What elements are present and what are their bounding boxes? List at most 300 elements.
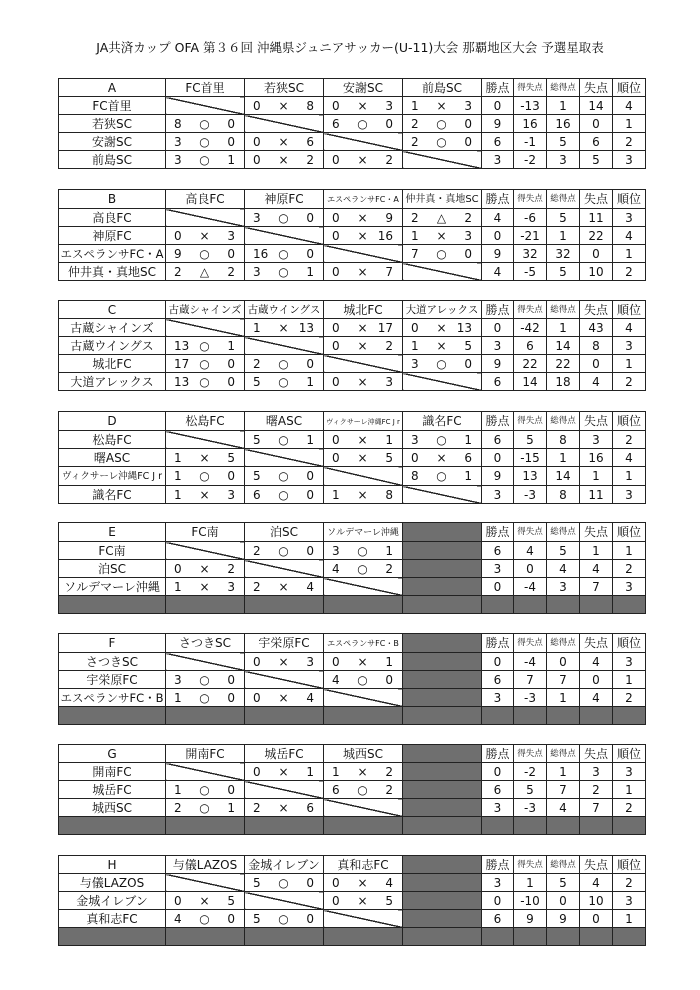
match-result <box>324 560 403 578</box>
stat-header-label: 総得点 <box>550 859 576 870</box>
team-name: 古蔵シャインズ <box>70 320 154 335</box>
match-score <box>324 98 402 114</box>
team-name-cell <box>59 319 166 337</box>
stat-points-cell <box>482 209 514 227</box>
score-against: 0 <box>227 672 235 687</box>
unused-row <box>59 817 646 835</box>
stat-goals-against-cell <box>580 337 613 355</box>
stat-goal-diff: -1 <box>524 134 536 149</box>
stat-goals-against-cell <box>580 449 613 467</box>
group-label-cell <box>59 301 166 319</box>
team-name: ヴィクサーレ沖縄FC J r <box>61 471 163 482</box>
score-against: 1 <box>464 469 472 483</box>
match-score <box>245 356 323 372</box>
opponent-name: エスペランサFC・B <box>327 639 399 648</box>
unused-cell <box>403 892 482 910</box>
unused-cell <box>580 928 613 946</box>
self-match-diagonal <box>166 542 245 560</box>
score-for: 0 <box>174 561 182 576</box>
stat-points: 3 <box>493 338 502 353</box>
match-score <box>403 320 481 336</box>
stat-header-label: 勝点 <box>485 302 510 317</box>
stat-goal-diff-cell <box>514 467 547 486</box>
result-mark: × <box>357 654 368 669</box>
score-for: 1 <box>411 338 419 353</box>
stat-header <box>547 745 580 763</box>
stat-points-cell <box>482 97 514 115</box>
stat-goal-diff: 1 <box>526 875 534 890</box>
stat-goals-against-cell <box>580 151 613 169</box>
match-result <box>245 373 324 391</box>
stat-goal-diff: -5 <box>524 264 536 279</box>
score-against: 0 <box>306 356 314 371</box>
stat-rank-cell <box>613 263 646 281</box>
result-mark: ○ <box>357 543 368 558</box>
result-mark: × <box>278 152 289 167</box>
stat-goals-for: 3 <box>559 152 567 167</box>
stat-goal-diff-cell <box>514 133 547 151</box>
match-score <box>245 432 323 448</box>
score-for: 0 <box>332 228 340 243</box>
score-against: 8 <box>306 98 314 113</box>
score-against: 4 <box>306 690 314 705</box>
stat-rank: 1 <box>625 672 633 687</box>
team-row <box>59 874 646 892</box>
stat-points-cell <box>482 653 514 671</box>
stat-goals-against: 6 <box>592 134 600 149</box>
match-result <box>403 209 482 227</box>
opponent-name: FC首里 <box>185 80 225 95</box>
unused-cell <box>547 928 580 946</box>
stat-goal-diff-cell <box>514 227 547 245</box>
stat-header <box>547 634 580 653</box>
opponent-header <box>166 190 245 209</box>
score-for: 1 <box>332 764 340 779</box>
group-label-cell <box>59 190 166 209</box>
match-result <box>324 892 403 910</box>
unused-row <box>59 596 646 614</box>
self-match-diagonal <box>245 560 324 578</box>
stat-rank: 4 <box>625 228 633 243</box>
stat-header <box>514 856 547 874</box>
stat-rank: 2 <box>625 800 633 815</box>
match-result <box>403 245 482 263</box>
stat-points-cell <box>482 689 514 707</box>
stat-points: 6 <box>493 782 502 797</box>
score-for: 0 <box>332 98 340 113</box>
stat-goals-against: 22 <box>588 228 604 243</box>
stat-goals-for: 1 <box>559 98 567 113</box>
stat-rank-cell <box>613 97 646 115</box>
stat-rank: 4 <box>625 98 633 113</box>
result-mark: × <box>199 487 210 502</box>
score-for: 2 <box>411 116 419 131</box>
match-result <box>166 689 245 707</box>
stat-rank: 2 <box>625 875 633 890</box>
self-match-diagonal <box>324 245 403 263</box>
stat-goal-diff: -3 <box>524 487 536 502</box>
stat-goals-against: 0 <box>592 672 600 687</box>
score-against: 0 <box>306 210 314 225</box>
stat-rank-cell <box>613 910 646 928</box>
match-result <box>166 799 245 817</box>
opponent-name: エスペランサFC・A <box>327 195 399 204</box>
score-against: 8 <box>385 487 393 502</box>
stat-points-cell <box>482 133 514 151</box>
score-for: 0 <box>253 654 261 669</box>
stat-header <box>580 856 613 874</box>
stat-points-cell <box>482 245 514 263</box>
stat-header-label: 総得点 <box>550 527 576 537</box>
match-result <box>403 467 482 486</box>
match-score <box>403 468 481 484</box>
match-score <box>166 356 244 372</box>
stat-rank: 2 <box>625 561 633 576</box>
stat-header-label: 順位 <box>616 414 641 428</box>
unused-cell <box>245 817 324 835</box>
score-against: 2 <box>385 764 393 779</box>
match-score <box>324 338 402 354</box>
match-score <box>324 152 402 168</box>
result-mark: ○ <box>436 246 447 261</box>
result-mark: ○ <box>199 800 210 815</box>
score-against: 2 <box>385 152 393 167</box>
stat-header <box>613 856 646 874</box>
stat-header-label: 順位 <box>616 636 641 650</box>
unused-cell <box>245 596 324 614</box>
match-result <box>403 97 482 115</box>
stat-header-label: 得失点 <box>517 859 543 870</box>
stat-rank-cell <box>613 671 646 689</box>
stat-goals-for: 14 <box>555 469 571 483</box>
stat-points-cell <box>482 799 514 817</box>
score-against: 1 <box>306 764 314 779</box>
stat-goals-for-cell <box>547 542 580 560</box>
result-mark: × <box>199 579 210 594</box>
stat-goals-for-cell <box>547 337 580 355</box>
match-result <box>166 227 245 245</box>
score-against: 7 <box>385 264 393 279</box>
stat-header <box>613 190 646 209</box>
stat-rank-cell <box>613 486 646 504</box>
stat-goals-against-cell <box>580 910 613 928</box>
stat-header <box>580 79 613 97</box>
stat-points-cell <box>482 560 514 578</box>
stat-header-label: 得失点 <box>517 194 543 204</box>
score-against: 1 <box>227 152 235 167</box>
stat-goals-for-cell <box>547 578 580 596</box>
self-match-diagonal <box>324 467 403 486</box>
stat-points: 4 <box>493 264 502 279</box>
opponent-name: 与儀LAZOS <box>172 857 238 872</box>
team-name-cell <box>59 355 166 373</box>
group-label: D <box>107 414 117 428</box>
stat-goals-against: 1 <box>592 469 600 483</box>
result-mark: ○ <box>357 782 368 797</box>
stat-goal-diff: 5 <box>526 782 534 797</box>
team-name: 神原FC <box>92 228 132 243</box>
team-name-cell <box>59 263 166 281</box>
stat-goals-for: 5 <box>559 210 567 225</box>
match-result <box>245 653 324 671</box>
group-label: C <box>107 302 117 317</box>
stat-goals-against: 3 <box>592 432 600 447</box>
match-result <box>166 671 245 689</box>
score-against: 0 <box>227 134 235 149</box>
match-score <box>166 561 244 577</box>
team-name-cell <box>59 542 166 560</box>
team-row <box>59 578 646 596</box>
opponent-header <box>245 301 324 319</box>
opponent-name: 宇栄原FC <box>258 636 310 650</box>
score-for: 0 <box>174 893 182 908</box>
score-against: 0 <box>227 246 235 261</box>
score-against: 2 <box>227 264 235 279</box>
stat-goals-against: 43 <box>588 320 604 335</box>
stat-points: 0 <box>493 764 502 779</box>
score-for: 2 <box>253 356 261 371</box>
opponent-header <box>245 190 324 209</box>
group-table <box>58 744 646 835</box>
unused-cell <box>59 817 166 835</box>
match-result <box>324 542 403 560</box>
stat-goals-against-cell <box>580 431 613 449</box>
score-against: 4 <box>385 875 393 890</box>
group-label-cell <box>59 745 166 763</box>
stat-goals-against: 10 <box>588 893 604 908</box>
stat-header <box>580 523 613 542</box>
stat-goals-against: 0 <box>592 911 600 926</box>
stat-goals-against-cell <box>580 133 613 151</box>
stat-rank-cell <box>613 373 646 391</box>
stat-goals-against-cell <box>580 542 613 560</box>
match-result <box>166 560 245 578</box>
stat-points-cell <box>482 671 514 689</box>
stat-goals-against: 14 <box>588 98 604 113</box>
result-mark: ○ <box>357 116 368 131</box>
unused-cell <box>613 596 646 614</box>
stat-header <box>613 301 646 319</box>
stat-points-cell <box>482 373 514 391</box>
stat-goals-against-cell <box>580 781 613 799</box>
group-table <box>58 300 646 391</box>
match-result <box>324 97 403 115</box>
opponent-header <box>245 634 324 653</box>
match-score <box>324 782 402 798</box>
stat-header <box>547 412 580 431</box>
stat-goals-against: 4 <box>592 690 600 705</box>
team-row <box>59 671 646 689</box>
stat-goals-for: 9 <box>559 911 567 926</box>
stat-points: 3 <box>493 487 502 502</box>
match-score <box>245 210 323 226</box>
stat-header-label: 総得点 <box>550 748 576 759</box>
opponent-name: FC南 <box>191 525 219 539</box>
score-against: 0 <box>227 469 235 483</box>
unused-cell <box>166 928 245 946</box>
match-score <box>245 320 323 336</box>
stat-goals-against: 16 <box>588 450 604 465</box>
self-match-diagonal <box>245 115 324 133</box>
stat-goal-diff-cell <box>514 892 547 910</box>
team-name: 城西SC <box>92 800 132 815</box>
match-result <box>245 486 324 504</box>
opponent-name: 城北FC <box>343 302 383 317</box>
stat-goals-for: 5 <box>559 543 567 558</box>
match-result <box>245 97 324 115</box>
match-score <box>245 875 323 891</box>
group-label-cell <box>59 523 166 542</box>
stat-goals-for: 5 <box>559 264 567 279</box>
team-name-cell <box>59 486 166 504</box>
match-result <box>403 319 482 337</box>
result-mark: × <box>357 264 368 279</box>
unused-cell <box>403 671 482 689</box>
score-against: 3 <box>227 228 235 243</box>
result-mark: ○ <box>199 338 210 353</box>
group-label: F <box>108 636 116 650</box>
stat-goals-for-cell <box>547 799 580 817</box>
match-result <box>324 874 403 892</box>
result-mark: × <box>357 152 368 167</box>
team-name-cell <box>59 373 166 391</box>
score-against: 1 <box>464 432 472 447</box>
team-name-cell <box>59 892 166 910</box>
self-match-diagonal <box>245 781 324 799</box>
score-for: 0 <box>332 450 340 465</box>
score-for: 1 <box>411 228 419 243</box>
match-score <box>403 98 481 114</box>
stat-rank: 1 <box>625 116 633 131</box>
team-row <box>59 151 646 169</box>
result-mark: ○ <box>278 210 289 225</box>
score-for: 0 <box>332 374 340 389</box>
opponent-header <box>166 301 245 319</box>
result-mark: ○ <box>436 356 447 371</box>
result-mark: ○ <box>199 134 210 149</box>
stat-goal-diff-cell <box>514 560 547 578</box>
team-name: 松島FC <box>92 432 132 447</box>
stat-rank-cell <box>613 763 646 781</box>
stat-goal-diff: 16 <box>522 116 538 131</box>
stat-goals-for-cell <box>547 227 580 245</box>
team-row <box>59 892 646 910</box>
stat-points: 9 <box>493 469 502 483</box>
stat-points: 3 <box>493 561 502 576</box>
opponent-header <box>166 634 245 653</box>
stat-goals-for: 22 <box>555 356 571 371</box>
match-score <box>166 690 244 706</box>
score-for: 1 <box>174 782 182 797</box>
stat-goals-against-cell <box>580 115 613 133</box>
result-mark: × <box>278 579 289 594</box>
stat-rank-cell <box>613 319 646 337</box>
stat-goals-against: 4 <box>592 654 600 669</box>
stat-header-label: 得失点 <box>517 748 543 759</box>
stat-goals-for-cell <box>547 133 580 151</box>
stat-goals-for: 7 <box>559 672 567 687</box>
unused-cell <box>324 817 403 835</box>
result-mark: ○ <box>436 116 447 131</box>
stat-goal-diff: -3 <box>524 800 536 815</box>
stat-goal-diff-cell <box>514 97 547 115</box>
score-for: 1 <box>174 469 182 483</box>
stat-rank-cell <box>613 431 646 449</box>
stat-points: 3 <box>493 152 502 167</box>
self-match-diagonal <box>166 319 245 337</box>
team-row <box>59 263 646 281</box>
self-match-diagonal <box>245 227 324 245</box>
stat-rank: 3 <box>625 152 633 167</box>
stat-header-label: 勝点 <box>485 636 510 650</box>
team-row <box>59 245 646 263</box>
match-result <box>324 115 403 133</box>
stat-rank: 1 <box>625 469 633 483</box>
unused-cell <box>403 910 482 928</box>
stat-rank: 3 <box>625 764 633 779</box>
match-result <box>166 115 245 133</box>
match-result <box>245 133 324 151</box>
result-mark: × <box>278 800 289 815</box>
match-score <box>166 672 244 688</box>
stat-goal-diff-cell <box>514 245 547 263</box>
unused-cell <box>403 689 482 707</box>
self-match-diagonal <box>166 431 245 449</box>
team-row <box>59 689 646 707</box>
unused-cell <box>403 799 482 817</box>
stat-points-cell <box>482 227 514 245</box>
match-result <box>166 578 245 596</box>
stat-header <box>482 745 514 763</box>
team-name: 城岳FC <box>92 782 132 797</box>
stat-goals-for-cell <box>547 431 580 449</box>
unused-cell <box>514 817 547 835</box>
unused-cell <box>59 596 166 614</box>
match-result <box>245 263 324 281</box>
unused-cell <box>403 578 482 596</box>
score-against: 2 <box>464 210 472 225</box>
opponent-name: 若狭SC <box>264 80 304 95</box>
score-against: 0 <box>306 543 314 558</box>
team-name: 識名FC <box>92 487 132 502</box>
stat-goals-for-cell <box>547 209 580 227</box>
unused-cell <box>580 707 613 725</box>
score-against: 0 <box>464 134 472 149</box>
score-for: 4 <box>174 911 182 926</box>
stat-points: 0 <box>493 320 502 335</box>
stat-header-label: 失点 <box>583 302 608 317</box>
stat-rank-cell <box>613 874 646 892</box>
result-mark: × <box>436 98 447 113</box>
match-score <box>166 911 244 927</box>
score-for: 5 <box>253 432 261 447</box>
unused-cell <box>166 596 245 614</box>
stat-goals-for-cell <box>547 373 580 391</box>
stat-rank-cell <box>613 449 646 467</box>
match-score <box>324 210 402 226</box>
result-mark: × <box>199 893 210 908</box>
match-score <box>166 800 244 816</box>
team-name-cell <box>59 578 166 596</box>
score-for: 3 <box>174 672 182 687</box>
opponent-name: 松島FC <box>185 414 225 428</box>
match-result <box>166 133 245 151</box>
match-score <box>324 875 402 891</box>
stat-goals-against: 8 <box>592 338 600 353</box>
score-against: 3 <box>464 98 472 113</box>
score-against: 1 <box>306 264 314 279</box>
match-result <box>324 781 403 799</box>
